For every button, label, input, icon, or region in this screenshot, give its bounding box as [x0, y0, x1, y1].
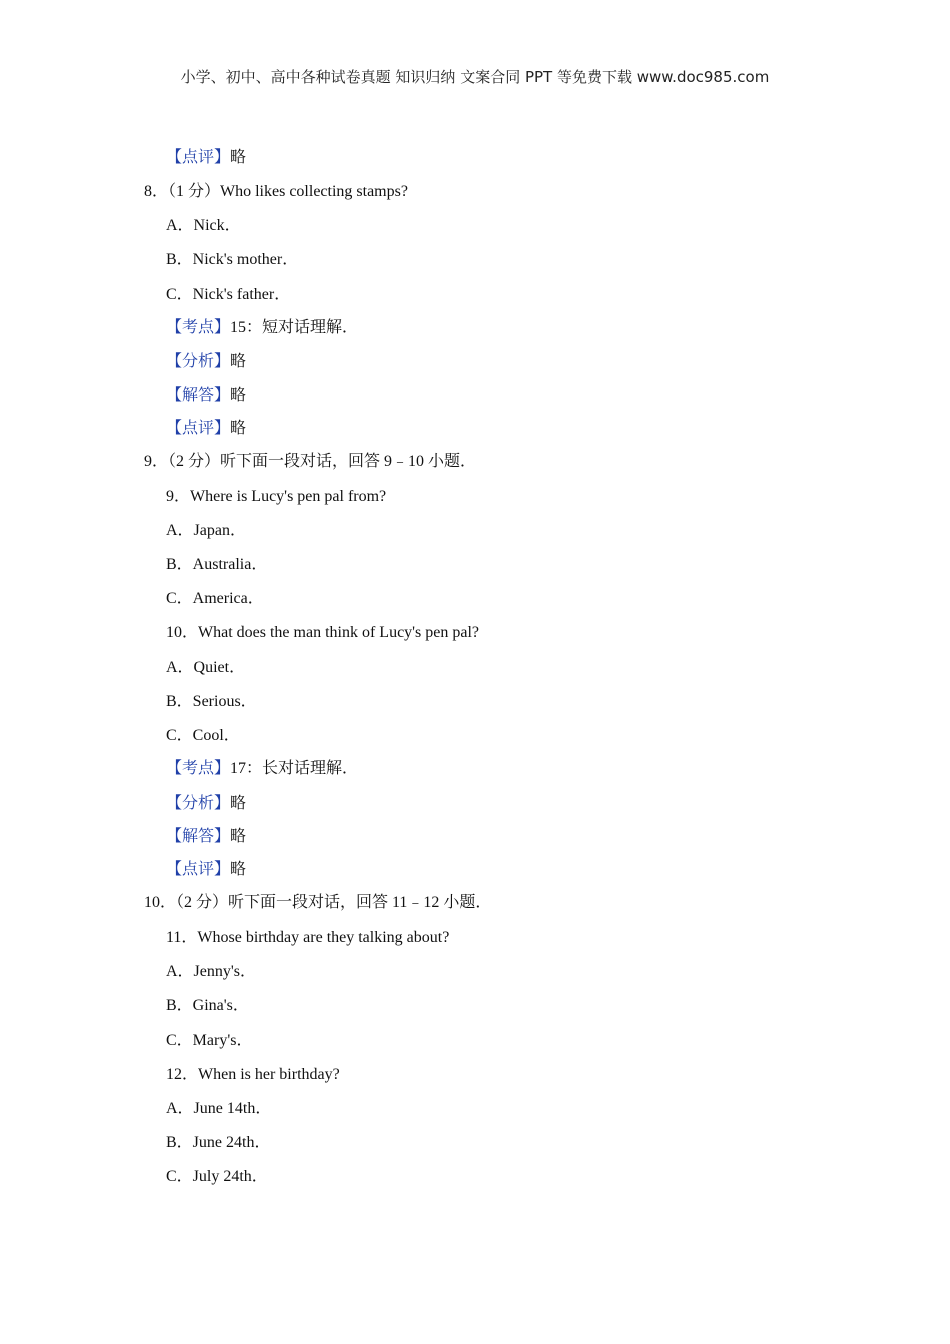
q10-title: 10．（2 分）听下面一段对话，回答 11﹣12 小题． [144, 894, 492, 911]
fenxi-label: 【分析】 [166, 353, 231, 370]
q9-sub1-option-b: B．Australia． [166, 556, 268, 573]
q10-sub1-option-c: C．Mary's． [166, 1032, 253, 1049]
q10-sub1-option-b: B．Gina's． [166, 997, 249, 1014]
dianping-label: 【点评】 [166, 149, 231, 166]
q8-option-a: A．Nick． [166, 217, 241, 234]
q10-sub2-option-a: A．June 14th． [166, 1100, 272, 1117]
q10-sub1-option-a: A．Jenny's． [166, 963, 256, 980]
dianping-label: 【点评】 [166, 861, 231, 878]
q8-kaodian-row [166, 318, 358, 338]
q10-sub1-question: 11．Whose birthday are they talking about? [166, 929, 450, 946]
q9-sub2-question: 10．What does the man think of Lucy's pen pal? [166, 624, 480, 641]
q9-kaodian-row [166, 759, 358, 779]
q8-option-b: B．Nick's mother． [166, 251, 299, 268]
q8-fenxi-row [166, 352, 246, 372]
kaodian-value: 15：短对话理解． [230, 319, 359, 336]
q10-sub2-option-c: C．July 24th． [166, 1168, 268, 1185]
q10-sub2-question: 12．When is her birthday? [166, 1066, 340, 1083]
q9-sub1-question: 9．Where is Lucy's pen pal from? [166, 488, 387, 505]
jieda-value: 略 [230, 828, 247, 845]
jieda-value: 略 [230, 387, 247, 404]
dianping-label: 【点评】 [166, 420, 231, 437]
fenxi-value: 略 [230, 795, 247, 812]
page-header: 小学、初中、高中各种试卷真题 知识归纳 文案合同 PPT 等免费下载 www.doc985.com [180, 68, 770, 86]
q9-sub2-option-b: B．Serious． [166, 693, 257, 710]
q8-jieda-row [166, 386, 246, 406]
q8-dianping-row [166, 419, 246, 439]
q9-sub2-option-a: A．Quiet． [166, 659, 246, 676]
kaodian-label: 【考点】 [166, 760, 231, 777]
q9-sub1-option-c: C．America． [166, 590, 264, 607]
fenxi-label: 【分析】 [166, 795, 231, 812]
q10-sub2-option-b: B．June 24th． [166, 1134, 271, 1151]
q9-sub1-option-a: A．Japan． [166, 522, 246, 539]
kaodian-value: 17：长对话理解． [230, 760, 359, 777]
q9-title: 9．（2 分）听下面一段对话，回答 9﹣10 小题． [144, 453, 477, 470]
dianping-row [166, 148, 246, 168]
jieda-label: 【解答】 [166, 387, 231, 404]
dianping-value: 略 [230, 420, 247, 437]
dianping-value: 略 [230, 861, 247, 878]
q8-option-c: C．Nick's father． [166, 286, 291, 303]
kaodian-label: 【考点】 [166, 319, 231, 336]
dianping-value: 略 [230, 149, 247, 166]
q9-fenxi-row [166, 794, 246, 814]
q9-sub2-option-c: C．Cool． [166, 727, 240, 744]
q9-dianping-row [166, 860, 246, 880]
q8-title: 8．（1 分）Who likes collecting stamps? [144, 183, 408, 200]
q9-jieda-row [166, 827, 246, 847]
fenxi-value: 略 [230, 353, 247, 370]
jieda-label: 【解答】 [166, 828, 231, 845]
